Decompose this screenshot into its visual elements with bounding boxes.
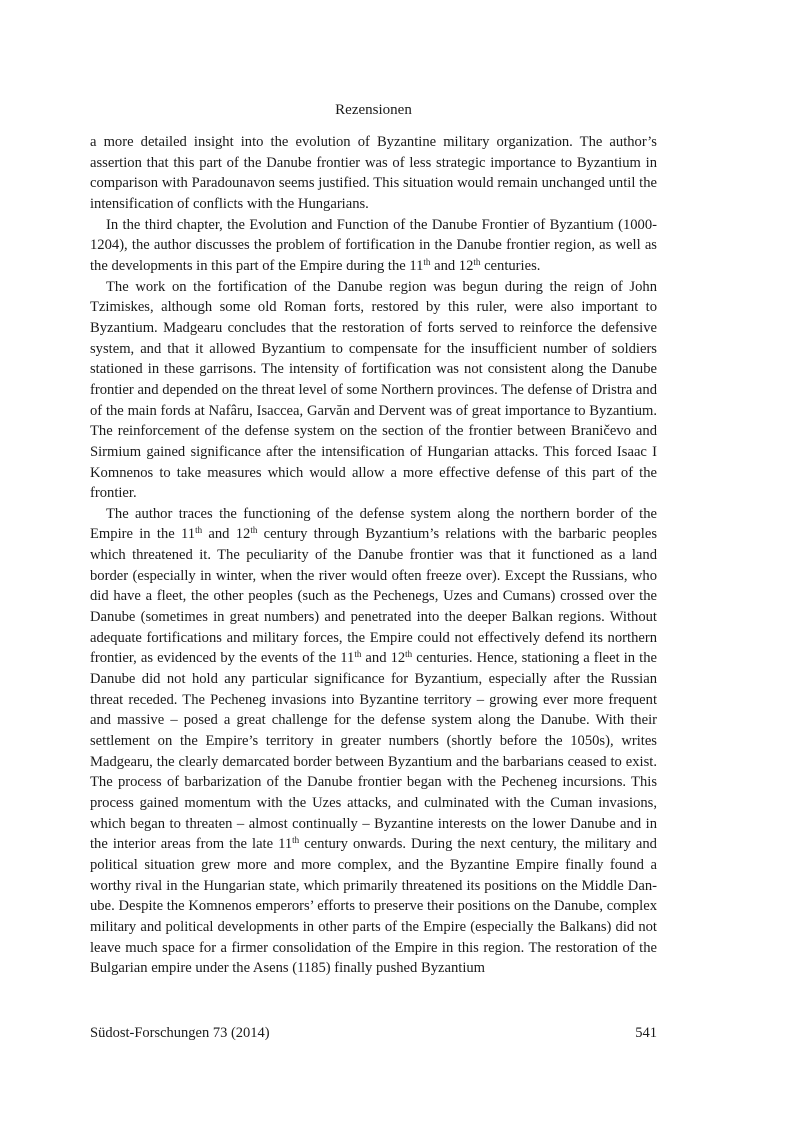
page-number: 541 xyxy=(635,1025,657,1041)
superscript: th xyxy=(250,525,258,536)
paragraph-1: a more detailed insight into the evolution of Byzantine military organization. The author’s assertion that this part of the Danube frontier was of less strategic importance to Byzantium in comparison with Paradounavon seems justified. This situation would remain unchanged until the intensification of conflicts with the Hungarians. xyxy=(90,134,657,212)
superscript: th xyxy=(354,649,362,660)
running-head: Rezensionen xyxy=(335,102,412,118)
footer-journal: Südost-Forschungen 73 (2014) xyxy=(90,1025,270,1041)
superscript: th xyxy=(405,649,413,660)
body-text xyxy=(90,132,657,979)
superscript: th xyxy=(195,525,203,536)
paragraph-4: The author traces the functioning of the defense system along the northern border of the Empire in the 11th and 12th century through Byzantium’s relations with the barbaric peoples which threatened it. The peculiarity of the Danube frontier was that it functioned as a land border (especially in winter, when the river would often freeze over). Except the Russians, who did have a fleet, the other peoples (such as the Pechenegs, Uzes and Cumans) crossed over the Danube (sometimes in great numbers) and penetrated into the deeper Balkan regions. Without adequate fortifications and military forces, the Empire could not effectively defend its northern frontier, as evidenced by the events of the 11th and 12th centuries. Hence, stationing a fleet in the Danube did not hold any particular significance for Byzantium, especially after the Russian threat receded. The Pecheneg invasions into Byzantine territory – growing ever more frequent and massive – posed a great challenge for the defense system along the Danube. With their settlement on the Empire’s territory in greater numbers (shortly before the 1050s), writes Madgearu, the clearly demarcated border between Byzantium and the barbarians ceased to exist. The process of barbarization of the Danube frontier began with the Pecheneg incursions. This process gained momentum with the Uzes attacks, and culminated with the Cuman invasions, which began to threaten – almost continually – Byzantine interests on the lower Danube and in the interior areas from the late 11th century onwards. During the next century, the military and political situation grew more and more complex, and the Byzantine Empire finally found a worthy rival in the Hungarian state, which primarily threatened its positions on the Middle Danube. Despite the Komnenos emperors’ efforts to preserve their positions on the Danube, complex military and political developments in other parts of the Empire (especially the Balkans) did not leave much space for a firmer consolidation of the Empire in this region. The restoration of the Bulgarian empire under the Asens (1185) finally pushed Byzantium xyxy=(90,505,657,977)
document-page xyxy=(90,0,657,1129)
superscript: th xyxy=(423,256,431,267)
superscript: th xyxy=(292,835,300,846)
paragraph-3: The work on the fortification of the Danube region was begun during the reign of John Tzimiskes, although some old Roman forts, restored by this ruler, were also important to Byzantium. Madgearu concludes that the restoration of forts served to reinforce the defensive system, and that it allowed Byzantium to compensate for the insufficient number of soldiers stationed in these garrisons. The intensity of fortification was not consistent along the Danube frontier and depended on the threat level of some Northern provinces. The defense of Dristra and of the main fords at Nafâru, Isaccea, Garvăn and Dervent was of great importance to Byzantium. The reinforcement of the defense system on the section of the frontier between Braničevo and Sirmium gained significance after the intensification of Hungarian attacks. This forced Isaac I Komnenos to take measures which would allow a more effective defense of this part of the frontier. xyxy=(90,278,657,502)
paragraph-2: In the third chapter, the Evolution and Function of the Danube Frontier of Byzantium (1000-1204), the author discusses the problem of fortification in the Danube frontier region, as well as the developments in this part of the Empire during the 11th and 12th centuries. xyxy=(90,216,657,274)
superscript: th xyxy=(473,256,481,267)
